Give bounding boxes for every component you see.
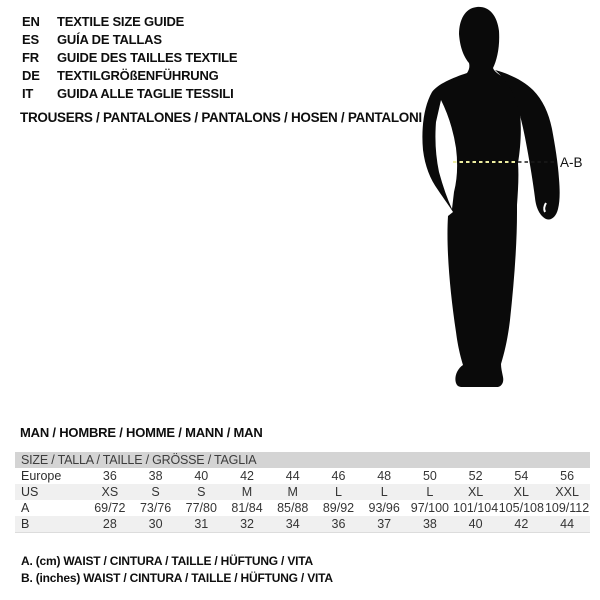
row-label: A (21, 501, 30, 515)
cell: XL (467, 485, 484, 499)
language-label: GUIDA ALLE TAGLIE TESSILI (57, 86, 234, 101)
language-code: IT (22, 86, 34, 101)
category-title: TROUSERS / PANTALONES / PANTALONS / HOSEN / PANTALONI (20, 110, 422, 125)
language-label: GUÍA DE TALLAS (57, 32, 162, 47)
language-row-it (22, 85, 237, 103)
cell: 28 (102, 517, 117, 531)
cell: M (241, 485, 253, 499)
language-row-en (22, 13, 237, 31)
cell: 105/108 (498, 501, 544, 515)
cell: L (334, 485, 342, 499)
cell: 40 (194, 469, 209, 483)
cell: 50 (422, 469, 437, 483)
cell: 38 (148, 469, 163, 483)
cell: 77/80 (185, 501, 217, 515)
cell: 36 (102, 469, 117, 483)
size-table-header: SIZE / TALLA / TAILLE / GRÖSSE / TAGLIA (15, 452, 590, 468)
cell: 54 (514, 469, 529, 483)
cell: L (426, 485, 434, 499)
cell: S (151, 485, 160, 499)
man-body-shape (422, 7, 520, 387)
language-code: EN (22, 14, 40, 29)
cell: 30 (148, 517, 163, 531)
cell: 32 (240, 517, 254, 531)
cell: 46 (331, 469, 346, 483)
cell: 40 (468, 517, 483, 531)
language-row-es (22, 31, 237, 49)
language-row-fr (22, 49, 237, 67)
table-row-b-inches (15, 516, 590, 533)
row-label: B (21, 517, 30, 531)
cell: XS (101, 485, 119, 499)
waist-measure-label: A-B (560, 155, 583, 170)
row-label: Europe (21, 469, 62, 483)
cell: 42 (240, 469, 254, 483)
language-list (22, 13, 237, 103)
language-label: TEXTILGRÖßENFÜHRUNG (57, 68, 219, 83)
language-code: ES (22, 32, 39, 47)
size-table-header-row (15, 452, 590, 468)
cell: 37 (377, 517, 392, 531)
cell: M (287, 485, 298, 499)
cell: 89/92 (322, 501, 355, 515)
cell: 42 (514, 517, 529, 531)
cell: 73/76 (139, 501, 172, 515)
cell: 52 (468, 469, 483, 483)
language-label: TEXTILE SIZE GUIDE (57, 14, 185, 29)
cell: XXL (555, 485, 579, 499)
note-b: B. (inches) WAIST / CINTURA / TAILLE / HÜFTUNG / VITA (21, 571, 333, 585)
cell: 38 (422, 517, 437, 531)
cell: 44 (560, 517, 575, 531)
cell: 101/104 (453, 501, 499, 515)
cell: S (197, 485, 206, 499)
cell: 97/100 (410, 501, 449, 515)
cell: 36 (331, 517, 346, 531)
cell: 31 (194, 517, 209, 531)
table-row-a-cm (15, 500, 590, 516)
cell: XL (513, 485, 529, 499)
cell: 48 (377, 469, 392, 483)
language-code: FR (22, 50, 39, 65)
cell: 109/112 (544, 501, 590, 515)
language-code: DE (22, 68, 40, 83)
cell: 44 (285, 469, 300, 483)
note-a: A. (cm) WAIST / CINTURA / TAILLE / HÜFTUNG / VITA (21, 554, 313, 568)
cell: 56 (560, 469, 575, 483)
language-label: GUIDE DES TAILLES TEXTILE (57, 50, 238, 65)
gender-title: MAN / HOMBRE / HOMME / MANN / MAN (20, 425, 263, 440)
measurement-notes (21, 553, 333, 587)
cell: 93/96 (368, 501, 400, 515)
language-row-de (22, 67, 237, 85)
size-table (15, 452, 590, 533)
table-row-us (15, 484, 590, 500)
cell: 81/84 (231, 501, 263, 515)
row-label: US (21, 485, 39, 499)
cell: 34 (285, 517, 300, 531)
cell: 85/88 (277, 501, 309, 515)
man-silhouette-icon (410, 0, 600, 400)
cell: 69/72 (94, 501, 126, 515)
cell: L (380, 485, 388, 499)
table-row-europe (15, 468, 590, 484)
